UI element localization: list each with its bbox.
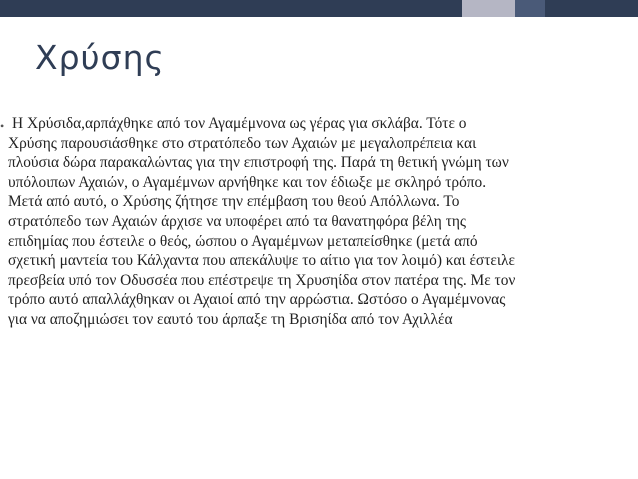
body-paragraph — [8, 114, 638, 330]
body-line: τρόπο αυτό απαλλάχθηκαν οι Αχαιοί από την αρρώστια. Ωστόσο ο Αγαμέμνονας — [8, 291, 506, 309]
body-line: για να αποζημιώσει τον εαυτό του άρπαξε τη Βρισηίδα από τον Αχιλλέα — [8, 310, 453, 328]
body-line: στρατόπεδο των Αχαιών άρχισε να υποφέρει από τα θανατηφόρα βέλη της — [8, 212, 467, 230]
header-accent-block-dark — [515, 0, 545, 17]
header-accent-block — [462, 0, 515, 17]
body-line: Η Χρύσιδα,αρπάχθηκε από τον Αγαμέμνονα ως γέρας για σκλάβα. Τότε ο — [12, 115, 467, 132]
slide-title: Χρύσης — [35, 38, 165, 77]
body-line: πρεσβεία υπό τον Οδυσσέα που επέστρεψε τη Χρυσηίδα στον πατέρα της. Με τον — [8, 271, 516, 289]
header-bar — [0, 0, 638, 17]
body-line: πλούσια δώρα παρακαλώντας για την επιστροφή της. Παρά τη θετική γνώμη των — [8, 154, 509, 172]
body-line: Μετά από αυτό, ο Χρύσης ζήτησε την επέμβαση του θεού Απόλλωνα. Το — [8, 193, 460, 211]
bullet-icon: • — [0, 119, 5, 133]
body-line: Χρύσης παρουσιάσθηκε στο στρατόπεδο των Αχαιών με μεγαλοπρέπεια και — [8, 134, 477, 152]
body-line: σχετική μαντεία του Κάλχαντα που απεκάλυψε το αίτιο για τον λοιμό) και έστειλε — [8, 252, 515, 270]
body-line: υπόλοιπων Αχαιών, ο Αγαμέμνων αρνήθηκε και τον έδιωξε με σκληρό τρόπο. — [8, 173, 487, 191]
body-line: επιδημίας που έστειλε ο θεός, ώσπου ο Αγαμέμνων μεταπείσθηκε (μετά από — [8, 232, 478, 250]
